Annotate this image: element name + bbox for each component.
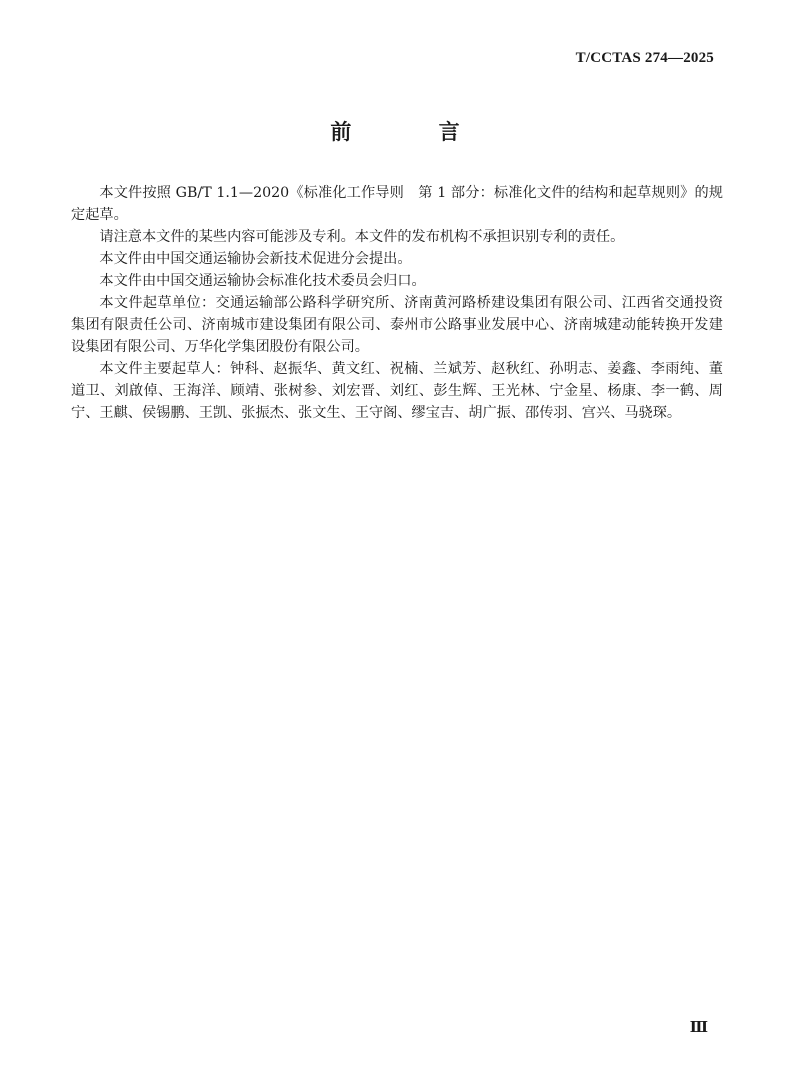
- paragraph-main-drafters: 本文件主要起草人：钟科、赵振华、黄文红、祝楠、兰斌芳、赵秋红、孙明志、姜鑫、李雨纯、董道卫、刘啟倬、王海洋、顾靖、张树参、刘宏晋、刘红、彭生辉、王光林、宁金星、杨康、李一鹤、周宁、王麒、侯锡鹏、王凯、张振杰、张文生、王守阁、缪宝吉、胡广振、邵传羽、宫兴、马骁琛。: [71, 361, 723, 421]
- page-title: 前 言: [330, 120, 500, 144]
- standard-code: T/CCTAS 274—2025: [575, 50, 714, 66]
- paragraph-drafting-units: 本文件起草单位：交通运输部公路科学研究所、济南黄河路桥建设集团有限公司、江西省交通投资集团有限责任公司、济南城市建设集团有限公司、泰州市公路事业发展中心、济南城建动能转换开发建设集团有限公司、万华化学集团股份有限公司。: [71, 295, 723, 355]
- foreword-body: [71, 182, 723, 424]
- paragraph-technical-committee: 本文件由中国交通运输协会标准化技术委员会归口。: [99, 273, 426, 289]
- paragraph-drafting-rules: 本文件按照 GB/T 1.1—2020《标准化工作导则 第 1 部分：标准化文件的结构和起草规则》的规定起草。: [71, 185, 723, 223]
- paragraph-patent-notice: 请注意本文件的某些内容可能涉及专利。本文件的发布机构不承担识别专利的责任。: [99, 229, 625, 245]
- page-number: Ⅲ: [689, 1020, 708, 1036]
- paragraph-proposer: 本文件由中国交通运输协会新技术促进分会提出。: [99, 251, 412, 267]
